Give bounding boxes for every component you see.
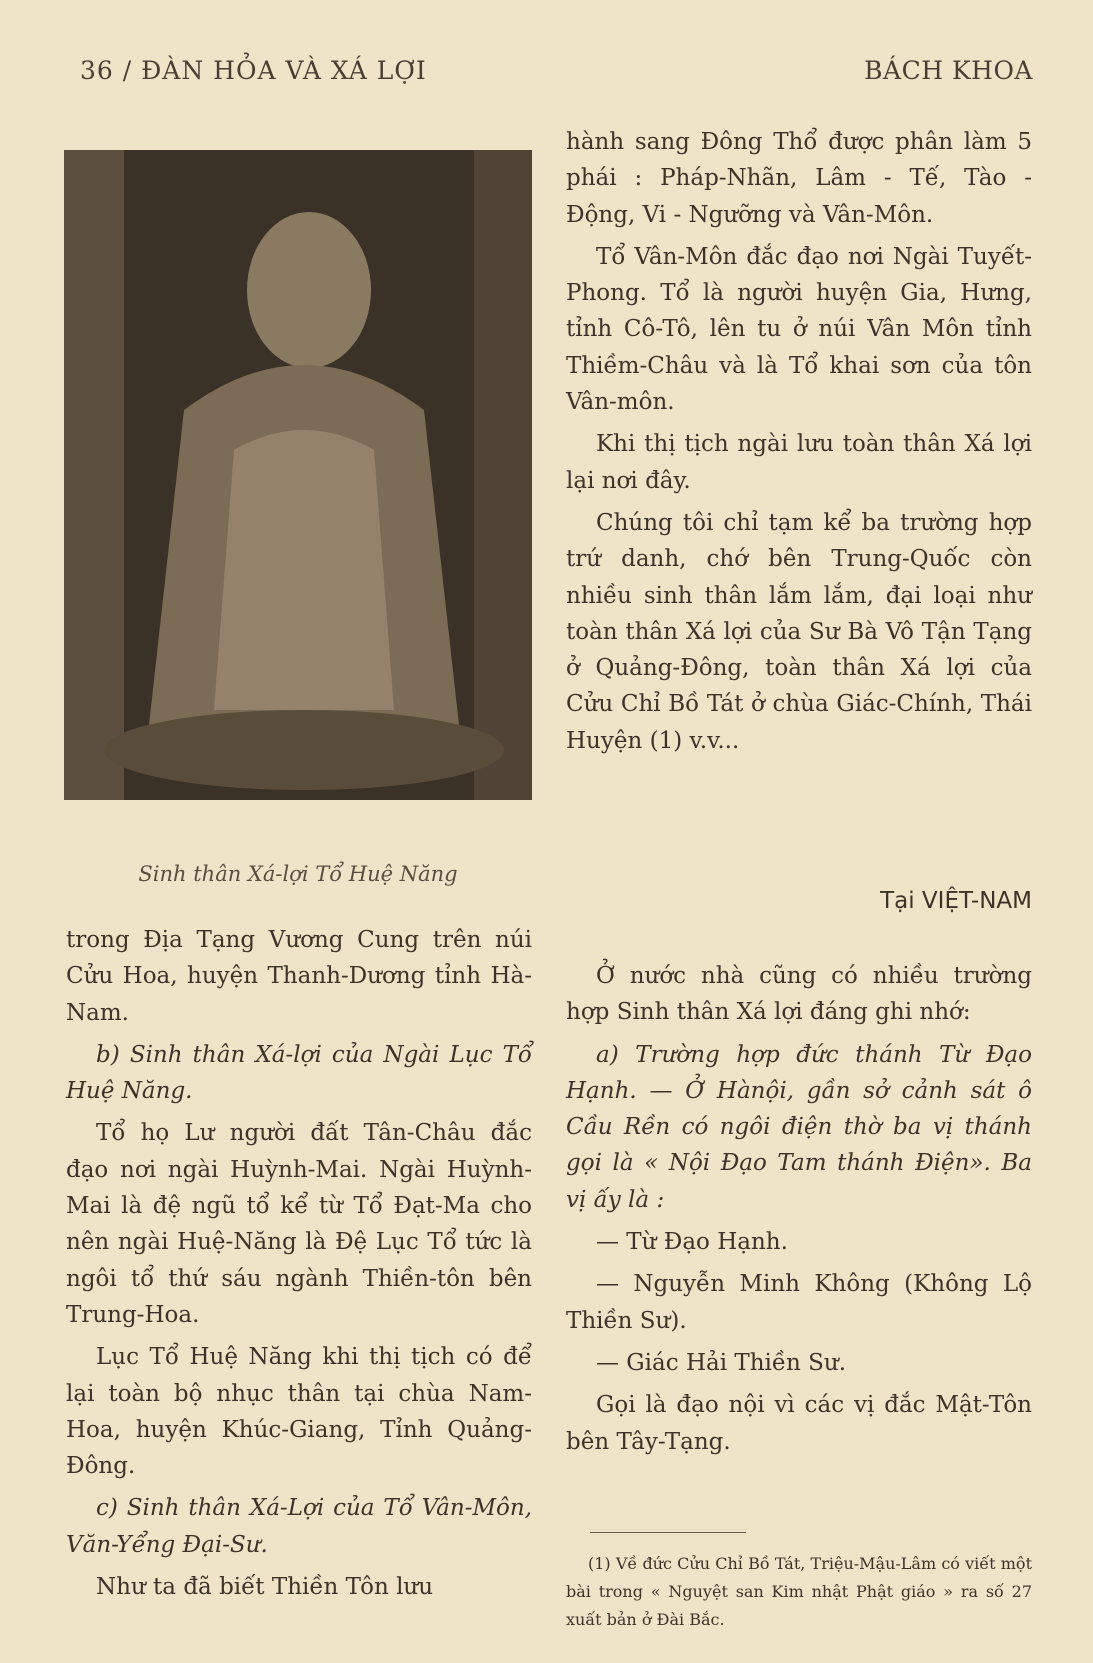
paragraph: Như ta đã biết Thiền Tôn lưu [96, 1574, 434, 1601]
paragraph: Khi thị tịch ngài lưu toàn thân Xá lợi lại nơi đây. [566, 431, 1032, 494]
page-header [80, 56, 1033, 96]
footnote [566, 1550, 1032, 1634]
paragraph: Ở nước nhà cũng có nhiều trường hợp Sinh thân Xá lợi đáng ghi nhớ: [566, 963, 1032, 1026]
subheading-a: a) Trường hợp đức thánh Từ Đạo Hạnh. — Ở Hànội, gần sở cảnh sát ô Cầu Rền có ngôi điện thờ ba vị thánh gọi là « Nội Đạo Tam thánh Điện». Ba vị ấy là : [566, 1041, 1032, 1213]
footnote-text: (1) Về đức Cửu Chỉ Bồ Tát, Triệu-Mậu-Lâm có viết một bài trong « Nguyệt san Kim nhật Phật giáo » ra số 27 xuất bản ở Đài Bắc. [566, 1554, 1032, 1629]
right-column-bottom-text [566, 958, 1032, 1466]
paragraph: Tổ Vân-Môn đắc đạo nơi Ngài Tuyết-Phong. Tổ là người huyện Gia, Hưng, tỉnh Cô-Tô, lên tu ở núi Vân Môn tỉnh Thiềm-Châu và là Tổ khai sơn của tôn Vân-môn. [566, 243, 1032, 416]
paragraph: Chúng tôi chỉ tạm kể ba trường hợp trứ danh, chớ bên Trung-Quốc còn nhiều sinh thân lắm lắm, đại loại như toàn thân Xá lợi của Sư Bà Vô Tận Tạng ở Quảng-Đông, toàn thân Xá lợi của Cửu Chỉ Bồ Tát ở chùa Giác-Chính, Thái Huyện (1) v.v... [566, 509, 1032, 754]
magazine-name: BÁCH KHOA [864, 56, 1033, 85]
subheading-c: c) Sinh thân Xá-Lợi của Tổ Vân-Môn, Văn-Yểng Đại-Sư. [66, 1495, 532, 1558]
list-item: — Từ Đạo Hạnh. [596, 1229, 788, 1256]
right-column-top-text [566, 124, 1032, 765]
paragraph: Tổ họ Lư người đất Tân-Châu đắc đạo nơi ngài Huỳnh-Mai. Ngài Huỳnh-Mai là đệ ngũ tổ kể từ Tổ Đạt-Ma cho nên ngài Huệ-Năng là Đệ Lục Tổ tức là ngôi tổ thứ sáu ngành Thiền-tôn bên Trung-Hoa. [66, 1120, 532, 1328]
statue-photo [64, 150, 532, 800]
photo-caption: Sinh thân Xá-lợi Tổ Huệ Năng [138, 862, 458, 886]
left-column-text [66, 922, 532, 1611]
paragraph: trong Địa Tạng Vương Cung trên núi Cửu Hoa, huyện Thanh-Dương tỉnh Hà-Nam. [66, 927, 532, 1026]
paragraph: hành sang Đông Thổ được phân làm 5 phái : Pháp-Nhãn, Lâm - Tế, Tào - Động, Vi - Ngưỡng và Vân-Môn. [566, 129, 1032, 228]
list-item: — Nguyễn Minh Không (Không Lộ Thiền Sư). [566, 1271, 1032, 1334]
seated-statue-image [64, 150, 532, 800]
list-item: — Giác Hải Thiền Sư. [596, 1349, 847, 1376]
paragraph: Gọi là đạo nội vì các vị đắc Mật-Tôn bên Tây-Tạng. [566, 1392, 1032, 1455]
subheading-b: b) Sinh thân Xá-lợi của Ngài Lục Tổ Huệ Năng. [66, 1041, 532, 1105]
page-number-title: 36 / ĐÀN HỎA VÀ XÁ LỢI [80, 56, 427, 85]
footnote-divider [590, 1532, 746, 1533]
section-heading-vietnam: Tại VIỆT-NAM [880, 888, 1032, 914]
paragraph: Lục Tổ Huệ Năng khi thị tịch có để lại toàn bộ nhục thân tại chùa Nam-Hoa, huyện Khúc-Giang, Tỉnh Quảng-Đông. [66, 1344, 532, 1480]
